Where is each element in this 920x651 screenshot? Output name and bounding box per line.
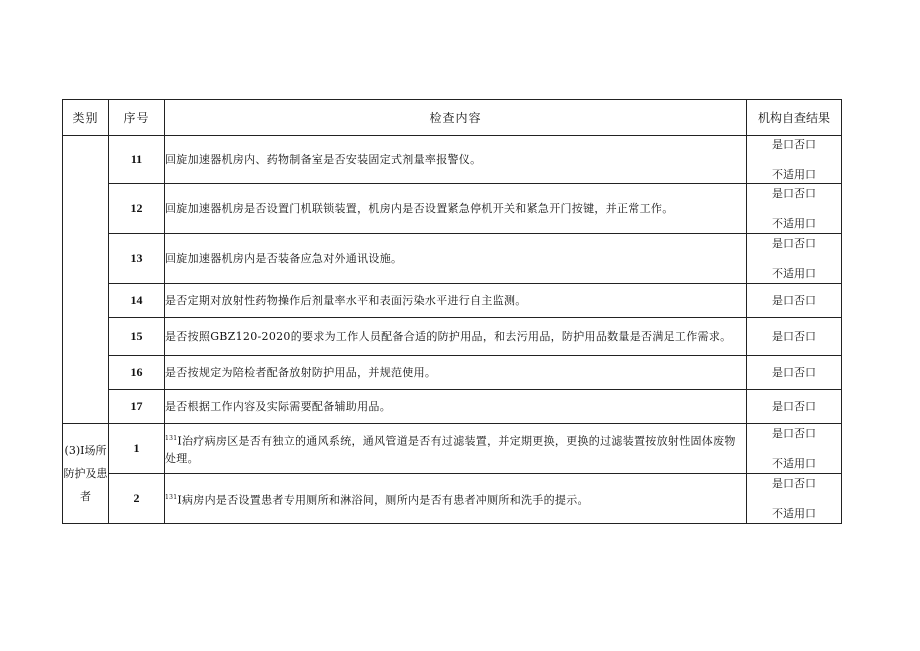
row-number: 11 (109, 136, 165, 184)
row-content (165, 474, 747, 524)
not-applicable-checkbox[interactable]: 不适用口 (772, 266, 816, 280)
row-content: 是否定期对放射性药物操作后剂量率水平和表面污染水平进行自主监测。 (165, 284, 747, 318)
yes-no-checkbox[interactable]: 是口否口 (772, 399, 816, 413)
inspection-table (62, 99, 842, 524)
isotope-superscript: 131 (165, 435, 178, 443)
row-content: 是否根据工作内容及实际需要配备辅助用品。 (165, 390, 747, 424)
row-result (747, 424, 842, 474)
table-row (63, 424, 842, 474)
not-applicable-checkbox[interactable]: 不适用口 (772, 456, 816, 470)
category-line: 者 (80, 490, 91, 503)
row-number: 14 (109, 284, 165, 318)
row-result (747, 390, 842, 424)
row-number: 13 (109, 234, 165, 284)
row-result (747, 234, 842, 284)
table-row (63, 318, 842, 356)
not-applicable-checkbox[interactable]: 不适用口 (772, 216, 816, 230)
row-result (747, 284, 842, 318)
row-content: 是否按照GBZ120-2020的要求为工作人员配备合适的防护用品，和去污用品，防护用品数量是否满足工作需求。 (165, 318, 747, 356)
row-number: 15 (109, 318, 165, 356)
table-row (63, 184, 842, 234)
row-content: 是否按规定为陪检者配备放射防护用品，并规范使用。 (165, 356, 747, 390)
header-category: 类别 (63, 100, 109, 136)
yes-no-checkbox[interactable]: 是口否口 (772, 426, 816, 440)
not-applicable-checkbox[interactable]: 不适用口 (772, 167, 816, 181)
header-content: 检查内容 (165, 100, 747, 136)
row-result (747, 318, 842, 356)
row-content: 回旋加速器机房内、药物制备室是否安装固定式剂量率报警仪。 (165, 136, 747, 184)
table-row (63, 390, 842, 424)
yes-no-checkbox[interactable]: 是口否口 (772, 329, 816, 343)
row-number: 17 (109, 390, 165, 424)
section-category (63, 424, 109, 524)
yes-no-checkbox[interactable]: 是口否口 (772, 236, 816, 250)
row-number: 2 (109, 474, 165, 524)
row-number: 16 (109, 356, 165, 390)
row-number: 12 (109, 184, 165, 234)
row-number: 1 (109, 424, 165, 474)
row-result (747, 136, 842, 184)
category-line: (3)I场所 (64, 444, 107, 457)
header-row (63, 100, 842, 136)
row-result (747, 474, 842, 524)
yes-no-checkbox[interactable]: 是口否口 (772, 476, 816, 490)
header-result: 机构自查结果 (747, 100, 842, 136)
isotope-superscript: 131 (165, 493, 178, 501)
table-row (63, 356, 842, 390)
yes-no-checkbox[interactable]: 是口否口 (772, 365, 816, 379)
row-result (747, 184, 842, 234)
row-result (747, 356, 842, 390)
yes-no-checkbox[interactable]: 是口否口 (772, 293, 816, 307)
yes-no-checkbox[interactable]: 是口否口 (772, 137, 816, 151)
table-row (63, 474, 842, 524)
table-row (63, 136, 842, 184)
header-number: 序号 (109, 100, 165, 136)
table-row (63, 284, 842, 318)
not-applicable-checkbox[interactable]: 不适用口 (772, 506, 816, 520)
row-content-text: I治疗病房区是否有独立的通风系统，通风管道是否有过滤装置，并定期更换，更换的过滤装置按放射性固体废物处理。 (165, 434, 736, 465)
table-row (63, 234, 842, 284)
category-line: 防护及患 (63, 467, 108, 480)
row-content: 回旋加速器机房是否设置门机联锁装置，机房内是否设置紧急停机开关和紧急开门按键，并正常工作。 (165, 184, 747, 234)
category-cell-empty (63, 136, 109, 424)
row-content: 回旋加速器机房内是否装备应急对外通讯设施。 (165, 234, 747, 284)
row-content-text: I病房内是否设置患者专用厕所和淋浴间，厕所内是否有患者冲厕所和洗手的提示。 (177, 493, 589, 507)
yes-no-checkbox[interactable]: 是口否口 (772, 186, 816, 200)
row-content (165, 424, 747, 474)
